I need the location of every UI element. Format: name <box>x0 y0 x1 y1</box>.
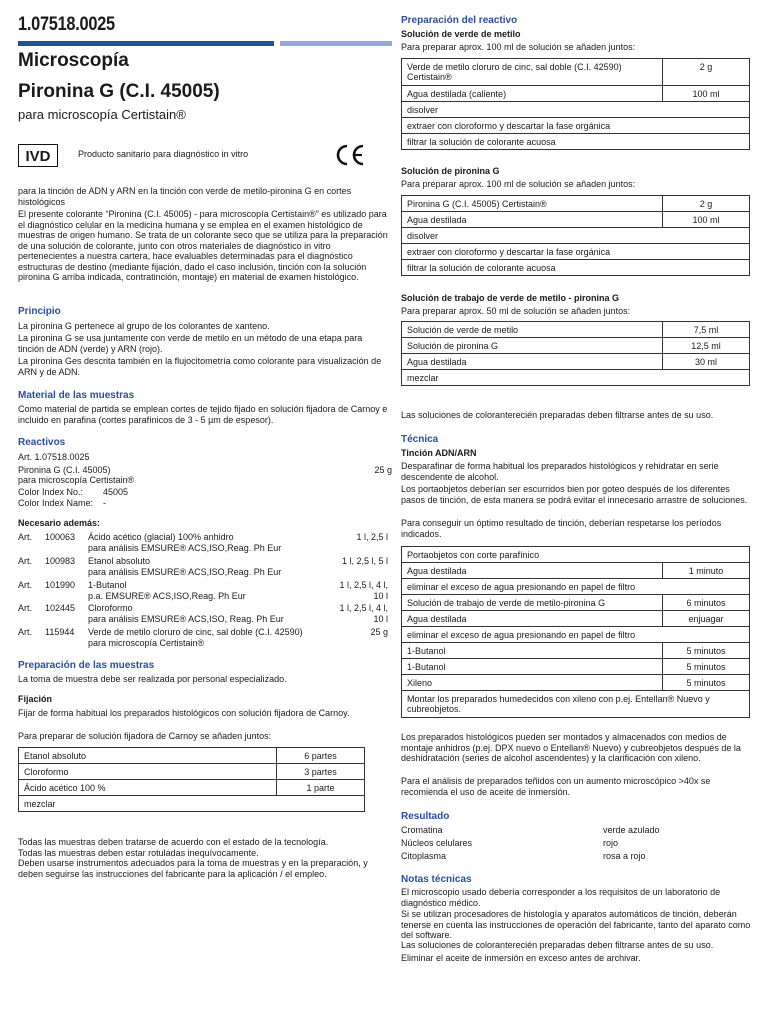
table-row: filtrar la solución de colorante acuosa <box>402 134 750 150</box>
table-row: filtrar la solución de colorante acuosa <box>402 260 750 276</box>
principio-p2: La pironina G se usa juntamente con verde de metilo en un método de una etapa para tinción de ADN (verde) y ARN (rojo). <box>18 333 363 354</box>
reactivo-qty: 25 g <box>374 465 392 475</box>
tecnica-p2: Los portaobjetos deberían ser escurridos bien por goteo después de los diferentes pasos de tinción, de esta manera se podrá evitar el innecesario arrastre de soluciones. <box>401 484 748 505</box>
prep-muestras-p5: Todas las muestras deben estar rotuladas inequívocamente. <box>18 848 259 858</box>
prep-muestras-p4: Todas las muestras deben tratarse de acuerdo con el estado de la tecnología. <box>18 837 329 847</box>
necesario-heading: Necesario además: <box>18 518 101 528</box>
table-row: Portaobjetos con corte parafínico <box>402 547 750 563</box>
resultado-name: Citoplasma <box>401 851 447 861</box>
sol2-intro: Para preparar aprox. 100 ml de solución se añaden juntos: <box>401 179 636 189</box>
table-row: Agua destilada enjuagar <box>402 611 750 627</box>
sol3-table <box>401 321 750 386</box>
carnoy-table <box>18 747 365 812</box>
tecnica-p4: Los preparados histológicos pueden ser montados y almacenados con medios de montaje anhidros (p.ej. DPX nuevo o Entellan® Nuevo) y cubreobjetos después de la deshidratación (series de alcohol ascendentes) y la clarificación con xileno. <box>401 732 741 763</box>
ivd-badge: IVD <box>18 144 58 167</box>
tecnica-p3: Para conseguir un óptimo resultado de tinción, deberían respetarse los períodos indicados. <box>401 518 722 539</box>
table-row: Agua destilada (caliente) 100 ml <box>402 86 750 102</box>
sol3-heading: Solución de trabajo de verde de metilo - pironina G <box>401 293 620 303</box>
sol2-table <box>401 195 750 276</box>
ivd-description: Producto sanitario para diagnóstico in vitro <box>78 149 249 159</box>
table-row: mezclar <box>19 796 365 812</box>
fijacion-heading: Fijación <box>18 694 53 704</box>
tecnica-p5: Para el análisis de preparados teñidos con un aumento microscópico >40x se recomienda el uso de aceite de inmersión. <box>401 776 711 797</box>
header-bar-light <box>280 41 392 46</box>
notas-p2: Si se utilizan procesadores de histología y aparatos automáticos de tinción, deberán tenerse en cuenta las instrucciones de operación del fabricante, tanto del aparato como del software. <box>401 909 751 940</box>
ci-no-label: Color Index No.: <box>18 487 84 497</box>
table-row: Solución de trabajo de verde de metilo-pironina G 6 minutos <box>402 595 750 611</box>
section-resultado: Resultado <box>401 811 450 822</box>
prep-muestras-p1: La toma de muestra debe ser realizada por personal especializado. <box>18 674 287 684</box>
table-row: Pironina G (C.I. 45005) Certistain® 2 g <box>402 196 750 212</box>
table-row: Xileno 5 minutos <box>402 675 750 691</box>
resultado-value: rosa a rojo <box>603 851 646 861</box>
table-row: Agua destilada 100 ml <box>402 212 750 228</box>
section-principio: Principio <box>18 306 61 317</box>
table-row: Agua destilada 30 ml <box>402 354 750 370</box>
ci-name-value: - <box>103 498 106 508</box>
section-notas: Notas técnicas <box>401 874 472 885</box>
section-tecnica: Técnica <box>401 434 439 445</box>
resultado-name: Cromatina <box>401 825 443 835</box>
table-row: Cloroformo 3 partes <box>19 764 365 780</box>
material-p1: Como material de partida se emplean cortes de tejido fijado en solución fijadora de Carnoy e incluido en parafina (cortes parafínicos de 3 - 5 µm de espesor). <box>18 404 388 425</box>
resultado-value: verde azulado <box>603 825 660 835</box>
tecnica-table <box>401 546 750 718</box>
tecnica-sub: Tinción ADN/ARN <box>401 448 477 458</box>
principio-p1: La pironina G pertenece al grupo de los colorantes de xanteno. <box>18 321 270 331</box>
ci-no-value: 45005 <box>103 487 129 497</box>
principio-p3: La pironina Ges descrita también en la flujocitometría como colorante para visualización de ARN y de ADN. <box>18 356 382 377</box>
table-row: 1-Butanol 5 minutos <box>402 659 750 675</box>
notas-p1: El microscopio usado debería corresponder a los requisitos de un laboratorio de diagnóstico médico. <box>401 887 721 908</box>
intro-usage: para la tinción de ADN y ARN en la tinción con verde de metilo-pironina G en cortes histológicos <box>18 186 352 207</box>
table-row: disolver <box>402 228 750 244</box>
table-row: Verde de metilo cloruro de cinc, sal doble (C.I. 42590) Certistain® 2 g <box>402 59 750 86</box>
ce-mark-icon <box>334 144 366 166</box>
prep-muestras-p6: Deben usarse instrumentos adecuados para la toma de muestras y en la preparación, y deben seguirse las instrucciones del fabricante para la aplicación / el empleo. <box>18 858 368 879</box>
intro-description: El presente colorante “Pironina (C.I. 45005) - para microscopía Certistain®” es utilizado para el diagnóstico celular en la medicina humana y se emplea en el examen histológico de muestras de origen humano. Se trata de un colorante seco que se utiliza para la preparación de una solución de colorante, junto con otros materiales de diagnóstico in vitro pertenecientes a nuestra cartera, hace evaluables determinadas para el diagnóstico estructuras de destino (mediante fijación, dado el caso inclusión, tinción con la solución pironina G arriba indicada, contratinción, montaje) en material de examen histológico. <box>18 209 388 282</box>
filtrar-note: Las soluciones de coloranterecién preparadas deben filtrarse antes de su uso. <box>401 410 714 420</box>
table-row: Solución de pironina G 12,5 ml <box>402 338 750 354</box>
table-row: eliminar el exceso de agua presionando en papel de filtro <box>402 627 750 643</box>
section-material: Material de las muestras <box>18 390 135 401</box>
product-subtitle: para microscopía Certistain® <box>18 107 186 122</box>
sol1-intro: Para preparar aprox. 100 ml de solución se añaden juntos: <box>401 42 636 52</box>
reactivo-article: Art. 1.07518.0025 <box>18 452 90 462</box>
notas-p4: Eliminar el aceite de inmersión en exceso antes de archivar. <box>401 953 641 963</box>
product-title: Pironina G (C.I. 45005) <box>18 81 220 102</box>
sol1-table <box>401 58 750 150</box>
sol1-heading: Solución de verde de metilo <box>401 29 521 39</box>
resultado-name: Núcleos celulares <box>401 838 473 848</box>
ci-name-label: Color Index Name: <box>18 498 94 508</box>
table-row: eliminar el exceso de agua presionando en papel de filtro <box>402 579 750 595</box>
section-prep-reactivo: Preparación del reactivo <box>401 15 518 26</box>
resultado-value: rojo <box>603 838 619 848</box>
table-row: disolver <box>402 102 750 118</box>
article-number: 1.07518.0025 <box>18 14 115 35</box>
sol3-intro: Para preparar aprox. 50 ml de solución se añaden juntos: <box>401 306 631 316</box>
reactivo-product-line2: para microscopía Certistain® <box>18 475 135 485</box>
table-row: extraer con cloroformo y descartar la fase orgánica <box>402 118 750 134</box>
fijacion-p1: Fijar de forma habitual los preparados histológicos con solución fijadora de Carnoy. <box>18 708 350 718</box>
tecnica-p1: Desparafinar de forma habitual los preparados histológicos y rehidratar en serie descendente de alcohol. <box>401 461 719 482</box>
table-row: Montar los preparados humedecidos con xileno con p.ej. Entellan® Nuevo y cubreobjetos. <box>402 691 750 718</box>
table-row: mezclar <box>402 370 750 386</box>
reactivo-product: Pironina G (C.I. 45005) <box>18 465 111 475</box>
table-row: extraer con cloroformo y descartar la fase orgánica <box>402 244 750 260</box>
notas-p3: Las soluciones de coloranterecién preparadas deben filtrarse antes de su uso. <box>401 940 714 950</box>
table-row: 1-Butanol 5 minutos <box>402 643 750 659</box>
section-reactivos: Reactivos <box>18 437 66 448</box>
section-prep-muestras: Preparación de las muestras <box>18 660 155 671</box>
table-row: Solución de verde de metilo 7,5 ml <box>402 322 750 338</box>
sol2-heading: Solución de pironina G <box>401 166 500 176</box>
table-row: Agua destilada 1 minuto <box>402 563 750 579</box>
title-microscopy: Microscopía <box>18 50 129 71</box>
header-bar-dark <box>18 41 274 46</box>
fijacion-p2: Para preparar de solución fijadora de Carnoy se añaden juntos: <box>18 731 272 741</box>
table-row: Ácido acético 100 % 1 parte <box>19 780 365 796</box>
table-row: Etanol absoluto 6 partes <box>19 748 365 764</box>
